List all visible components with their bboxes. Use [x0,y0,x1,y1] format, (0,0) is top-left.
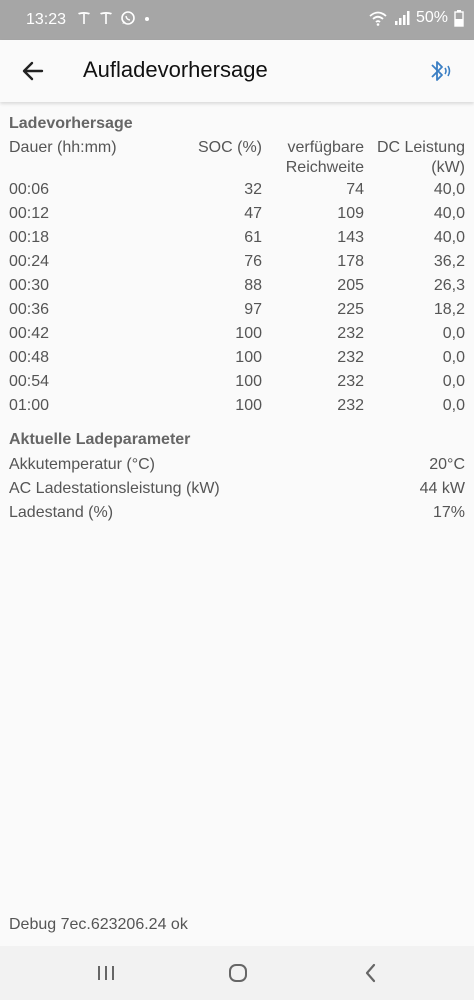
cell-soc: 100 [235,349,262,366]
param-label: AC Ladestationsleistung (kW) [9,480,220,497]
cell-range: 205 [337,277,364,294]
status-time: 13:23 [26,11,67,28]
header-soc: SOC (%) [198,139,262,156]
cell-soc: 76 [244,253,262,270]
recent-apps-icon[interactable] [93,960,119,986]
cell-power: 0,0 [442,397,465,414]
cell-duration: 00:42 [9,325,50,342]
table-row [0,301,474,325]
cell-soc: 100 [235,373,262,390]
param-label: Ladestand (%) [9,504,114,521]
header-range-line1: verfügbare [287,139,364,156]
param-value: 44 kW [419,480,465,497]
table-row [0,229,474,253]
cell-range: 232 [337,373,364,390]
battery-icon [454,9,464,27]
cell-soc: 61 [244,229,262,246]
table-row [0,397,474,421]
header-range [270,138,364,178]
back-arrow-icon[interactable] [20,58,46,84]
battery-percent: 50% [415,9,448,26]
cell-power: 0,0 [442,325,465,342]
list-item [0,456,474,480]
list-item [0,480,474,504]
params-section-title: Aktuelle Ladeparameter [9,431,191,448]
cell-range: 232 [337,397,364,414]
debug-text: Debug 7ec.623206.24 ok [9,916,188,933]
cell-range: 109 [337,205,364,222]
tesla-icon [76,10,92,26]
cell-power: 40,0 [433,181,465,198]
list-item [0,504,474,528]
system-icons [368,9,464,27]
cell-duration: 00:54 [9,373,50,390]
cell-soc: 97 [244,301,262,318]
cell-power: 40,0 [433,205,465,222]
forecast-section-title: Ladevorhersage [9,115,133,132]
tesla-icon [98,10,114,26]
cell-soc: 100 [235,397,262,414]
navigation-bar [0,946,474,1000]
cell-duration: 00:24 [9,253,50,270]
table-row [0,373,474,397]
status-bar [0,0,474,40]
param-value: 17% [432,504,465,521]
cell-duration: 00:12 [9,205,50,222]
page-title: Aufladevorhersage [83,57,268,82]
header-duration: Dauer (hh:mm) [9,139,117,156]
cell-duration: 01:00 [9,397,50,414]
cell-power: 40,0 [433,229,465,246]
table-row [0,205,474,229]
back-nav-icon[interactable] [358,960,384,986]
table-row [0,277,474,301]
cell-duration: 00:18 [9,229,50,246]
cell-range: 232 [337,349,364,366]
app-bar [0,40,474,102]
header-power-line1: DC Leistung [376,139,465,156]
table-row [0,349,474,373]
param-value: 20°C [429,456,465,473]
cell-range: 74 [346,181,364,198]
cell-power: 26,3 [433,277,465,294]
cell-duration: 00:06 [9,181,50,198]
cell-range: 178 [337,253,364,270]
header-range-line2: Reichweite [285,159,364,176]
signal-icon [394,9,410,27]
cell-soc: 32 [244,181,262,198]
cell-power: 0,0 [442,373,465,390]
table-row [0,325,474,349]
cell-power: 36,2 [433,253,465,270]
table-row [0,253,474,277]
param-label: Akkutemperatur (°C) [9,456,155,473]
cell-soc: 88 [244,277,262,294]
cell-range: 225 [337,301,364,318]
cell-soc: 47 [244,205,262,222]
table-row [0,181,474,205]
whatsapp-icon [120,10,136,26]
cell-range: 143 [337,229,364,246]
cell-duration: 00:48 [9,349,50,366]
bluetooth-icon[interactable] [426,57,454,85]
cell-power: 0,0 [442,349,465,366]
cell-range: 232 [337,325,364,342]
notification-icons [76,10,152,26]
home-icon[interactable] [225,960,251,986]
header-power [364,138,465,178]
cell-soc: 100 [235,325,262,342]
header-power-line2: (kW) [431,159,465,176]
cell-duration: 00:30 [9,277,50,294]
dot-icon [142,10,152,26]
wifi-icon [368,9,388,27]
cell-power: 18,2 [433,301,465,318]
cell-duration: 00:36 [9,301,50,318]
